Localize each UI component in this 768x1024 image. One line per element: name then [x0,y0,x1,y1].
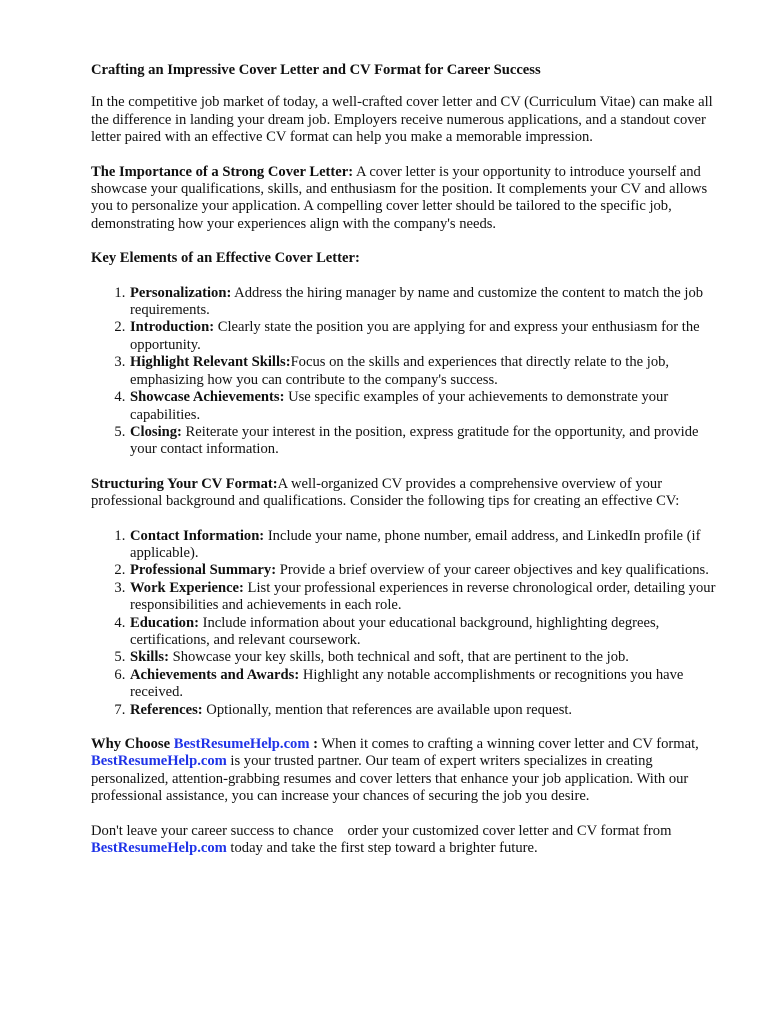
closing-text: Don't leave your career success to chance [91,822,334,839]
list-item [129,389,728,424]
why-choose-label: Why Choose [91,736,174,752]
list-item [129,649,728,666]
list-item-text: Showcase your key skills, both technical and soft, that are pertinent to the job. [168,649,629,666]
list-item [129,562,728,579]
list-item [129,285,728,320]
list-item-label: Achievements and Awards: [130,666,300,683]
list-item [129,424,728,459]
list-item [129,615,728,650]
list-item-text: Include your name, phone number, email address, and LinkedIn profile (if applicable). [130,527,701,561]
why-choose-text: When it comes to crafting a winning cover letter and CV format, [318,736,699,752]
list-item-text: Provide a brief overview of your career objectives and key qualifications. [276,562,709,579]
why-choose-paragraph [91,736,728,806]
list-item-label: Introduction: [130,319,215,336]
closing-paragraph [91,823,728,858]
list-item [129,667,728,702]
list-item-label: Highlight Relevant Skills: [130,354,291,371]
list-item-text: Focus on the skills and experiences that directly relate to the job, emphasizing how you can contribute to the company's success. [130,354,670,388]
bestresumehelp-link[interactable]: BestResumeHelp.com [91,840,227,857]
list-item-text: Use specific examples of your achievements to demonstrate your capabilities. [130,389,669,423]
importance-text: A cover letter is your opportunity to introduce yourself and showcase your qualifications, skills, and enthusiasm for the position. It complements your CV and allows you to personalize your application. A compelling cover letter should be tailored to the specific job, demonstrating how your experiences align with the company's needs. [91,163,708,232]
list-item-label: Skills: [130,649,169,666]
list-item-text: Clearly state the position you are applying for and express your enthusiasm for the opportunity. [130,319,700,353]
bestresumehelp-link[interactable]: BestResumeHelp.com [91,753,227,770]
cv-format-label: Structuring Your CV Format: [91,475,278,492]
list-item-text: List your professional experiences in reverse chronological order, detailing your responsibilities and achievements in each role. [130,579,716,614]
list-item [129,319,728,354]
list-item-text: Include information about your educational background, highlighting degrees, certifications, and relevant coursework. [130,614,660,648]
cv-tips-list [91,528,728,719]
key-elements-list [91,285,728,459]
list-item-label: Personalization: [130,284,232,301]
list-item [129,354,728,389]
list-item-text: Address the hiring manager by name and customize the content to match the job requirements. [130,284,704,319]
list-item-label: Showcase Achievements: [130,389,285,406]
cv-format-paragraph [91,476,728,511]
list-item-text: Optionally, mention that references are available upon request. [202,701,573,718]
bestresumehelp-link[interactable]: BestResumeHelp.com [173,736,310,752]
list-item-label: Closing: [130,423,182,440]
list-item-text: Reiterate your interest in the position, express gratitude for the opportunity, and provide your contact information. [130,423,699,458]
why-choose-text: is your trusted partner. Our team of expert writers specializes in creating personalized, attention-grabbing resumes and cover letters that enhance your job application. With our professional assistance, you can increase your chances of securing the job you desire. [91,753,689,805]
list-item-text: Highlight any notable accomplishments or recognitions you have received. [130,666,684,701]
list-item-label: Contact Information: [130,527,265,544]
list-item-label: Professional Summary: [130,562,277,579]
key-elements-heading: Key Elements of an Effective Cover Letter: [91,250,360,267]
document-title: Crafting an Impressive Cover Letter and CV Format for Career Success [91,62,541,78]
list-item [129,528,728,563]
list-item-label: Education: [130,614,199,631]
importance-label: The Importance of a Strong Cover Letter: [91,163,354,180]
closing-text: today and take the first step toward a brighter future. [226,840,538,857]
why-choose-colon: : [309,736,319,752]
list-item [129,702,728,719]
cv-format-text: A well-organized CV provides a comprehensive overview of your professional background and qualifications. Consider the following tips for creating an effective CV: [91,475,680,510]
list-item-label: Work Experience: [130,579,244,596]
closing-text: order your customized cover letter and CV format from [347,822,672,839]
list-item [129,580,728,615]
importance-paragraph [91,164,728,234]
intro-paragraph: In the competitive job market of today, a well-crafted cover letter and CV (Curriculum Vitae) can make all the difference in landing your dream job. Employers receive numerous applications, and a standout cover letter paired with an effective CV format can help you make a memorable impression. [91,94,713,146]
list-item-label: References: [130,701,203,718]
